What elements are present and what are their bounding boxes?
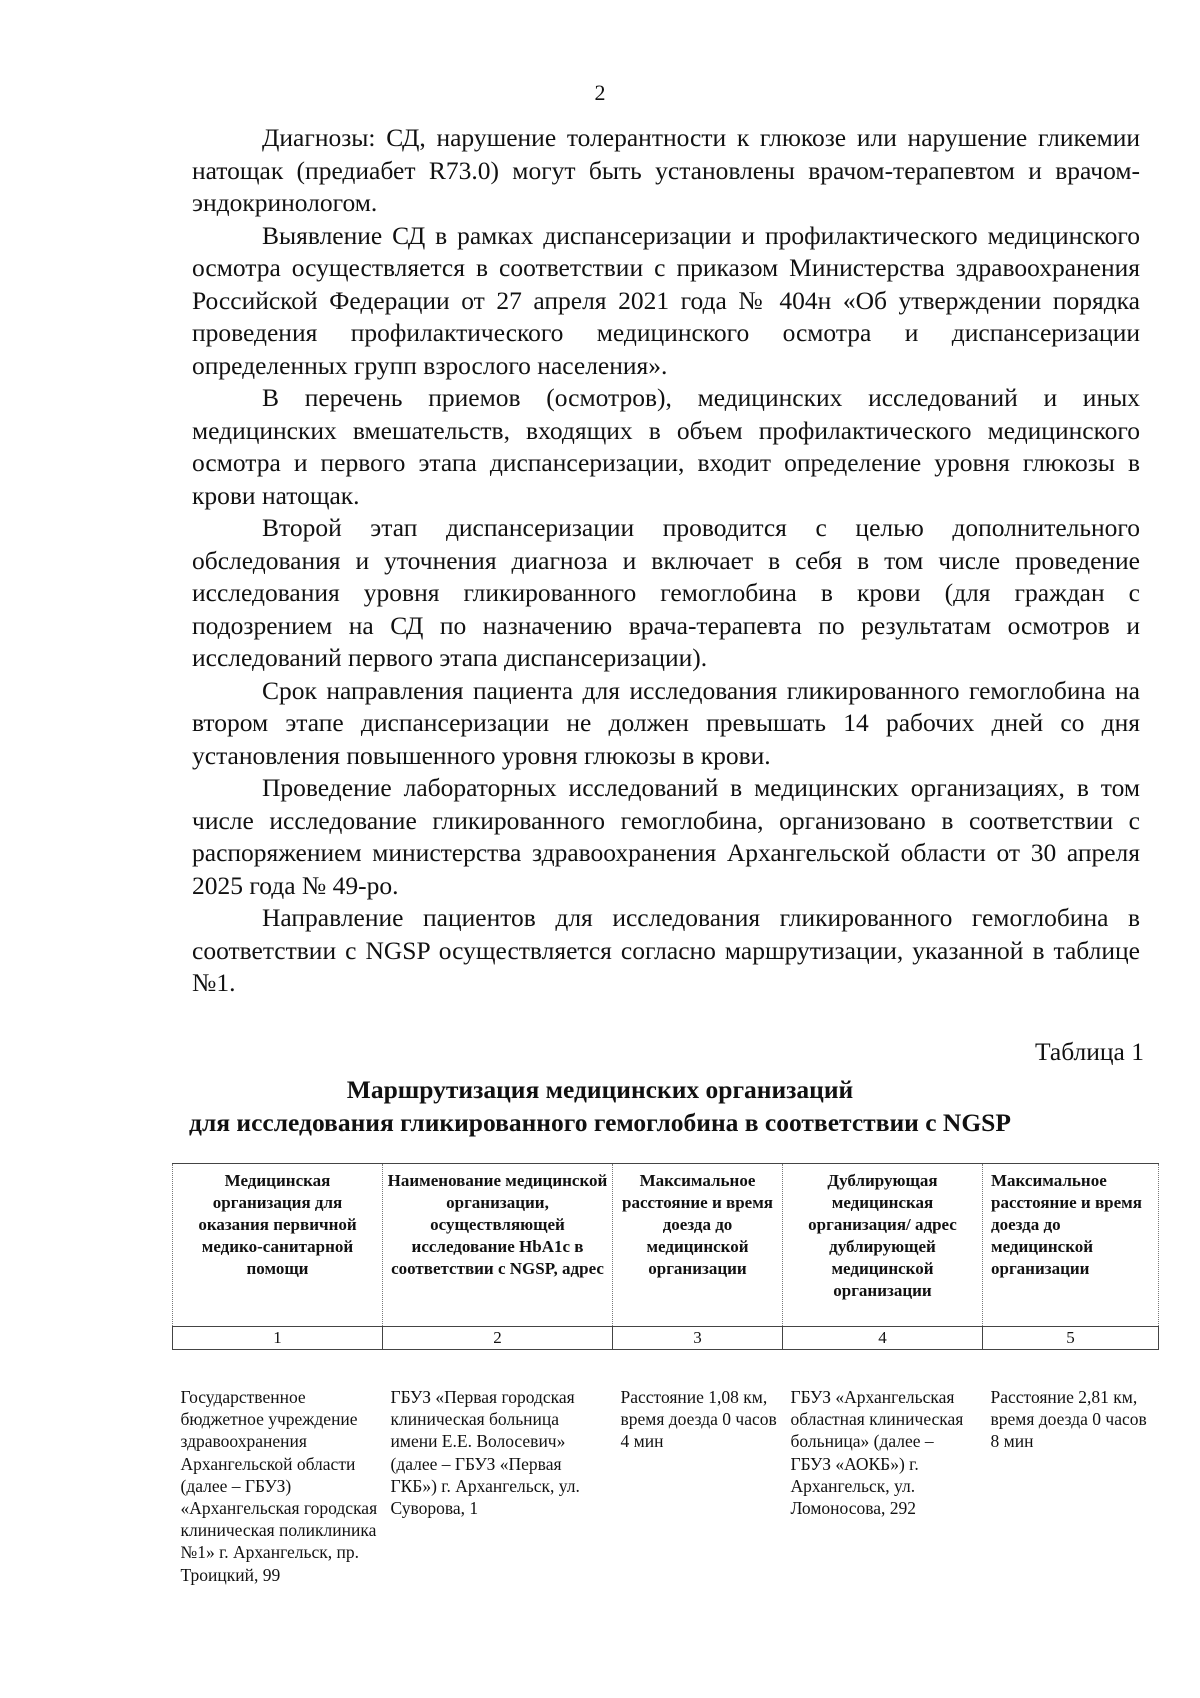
table-header-cell: Медицинская организация для оказания первичной медико-санитарной помощи	[173, 1164, 383, 1327]
column-number-row	[173, 1327, 1159, 1350]
table-cell: Государственное бюджетное учреждение здравоохранения Архангельской области (далее – ГБУЗ) «Архангельская городская клиническая поликлиника №1» г. Архангельск, пр. Троицкий, 99	[180, 1387, 378, 1585]
table-cell: ГБУЗ «Архангельская областная клиническая больница» (далее – ГБУЗ «АОКБ») г. Архангельск, ул. Ломоносова, 292	[790, 1387, 964, 1519]
routing-table	[172, 1163, 1158, 1586]
column-number: 5	[983, 1327, 1159, 1350]
paragraph: В перечень приемов (осмотров), медицинских исследований и иных медицинских вмешательств, входящих в объем профилактического медицинского осмотра и первого этапа диспансеризации, входит определение уровня глюкозы в крови натощак.	[192, 383, 1140, 510]
paragraph: Выявление СД в рамках диспансеризации и профилактического медицинского осмотра осуществляется в соответствии с приказом Министерства здравоохранения Российской Федерации от 27 апреля 2021 года № 404н «Об утверждении порядка проведения профилактического медицинского осмотра и диспансеризации определенных групп взрослого населения».	[192, 220, 1140, 380]
column-number: 3	[613, 1327, 783, 1350]
table-header-cell: Дублирующая медицинская организация/ адрес дублирующей медицинской организации	[783, 1164, 983, 1327]
column-number: 1	[173, 1327, 383, 1350]
paragraph: Направление пациентов для исследования гликированного гемоглобина в соответствии с NGSP осуществляется согласно маршрутизации, указанной в таблице №1.	[192, 903, 1140, 997]
paragraph: Срок направления пациента для исследования гликированного гемоглобина на втором этапе диспансеризации не должен превышать 14 рабочих дней со дня установления повышенного уровня глюкозы в крови.	[192, 675, 1140, 770]
body-text	[192, 122, 1140, 1000]
table-header-row	[173, 1164, 1159, 1327]
page-number: 2	[594, 80, 606, 105]
table-row	[173, 1350, 1159, 1586]
column-number: 4	[783, 1327, 983, 1350]
paragraph: Диагнозы: СД, нарушение толерантности к глюкозе или нарушение гликемии натощак (предиабет R73.0) могут быть установлены врачом-терапевтом и врачом-эндокринологом.	[192, 123, 1140, 217]
table-title-line: Маршрутизация медицинских организаций	[346, 1075, 854, 1104]
table-caption: Таблица 1	[1034, 1037, 1144, 1066]
table-title-line: для исследования гликированного гемоглобина в соответствии с NGSP	[189, 1108, 1011, 1137]
table-cell: Расстояние 2,81 км, время доезда 0 часов 8 мин	[990, 1387, 1147, 1452]
table-header-cell: Максимальное расстояние и время доезда до медицинской организации	[983, 1164, 1159, 1327]
table-header-cell: Наименование медицинской организации, осуществляющей исследование HbA1c в соответствии с NGSP, адрес	[383, 1164, 613, 1327]
table-cell: Расстояние 1,08 км, время доезда 0 часов 4 мин	[620, 1387, 777, 1452]
column-number: 2	[383, 1327, 613, 1350]
table-title	[0, 1073, 1200, 1139]
table-header-cell: Максимальное расстояние и время доезда до медицинской организации	[613, 1164, 783, 1327]
paragraph: Проведение лабораторных исследований в медицинских организациях, в том числе исследование гликированного гемоглобина, организовано в соответствии с распоряжением министерства здравоохранения Архангельской области от 30 апреля 2025 года № 49-ро.	[192, 773, 1140, 900]
table-cell: ГБУЗ «Первая городская клиническая больница имени Е.Е. Волосевич» (далее – ГБУЗ «Первая ГКБ») г. Архангельск, ул. Суворова, 1	[390, 1387, 580, 1519]
paragraph: Второй этап диспансеризации проводится с целью дополнительного обследования и уточнения диагноза и включает в себя в том числе проведение исследования уровня гликированного гемоглобина в крови (для граждан с подозрением на СД по назначению врача-терапевта по результатам осмотров и исследований первого этапа диспансеризации).	[192, 513, 1140, 672]
